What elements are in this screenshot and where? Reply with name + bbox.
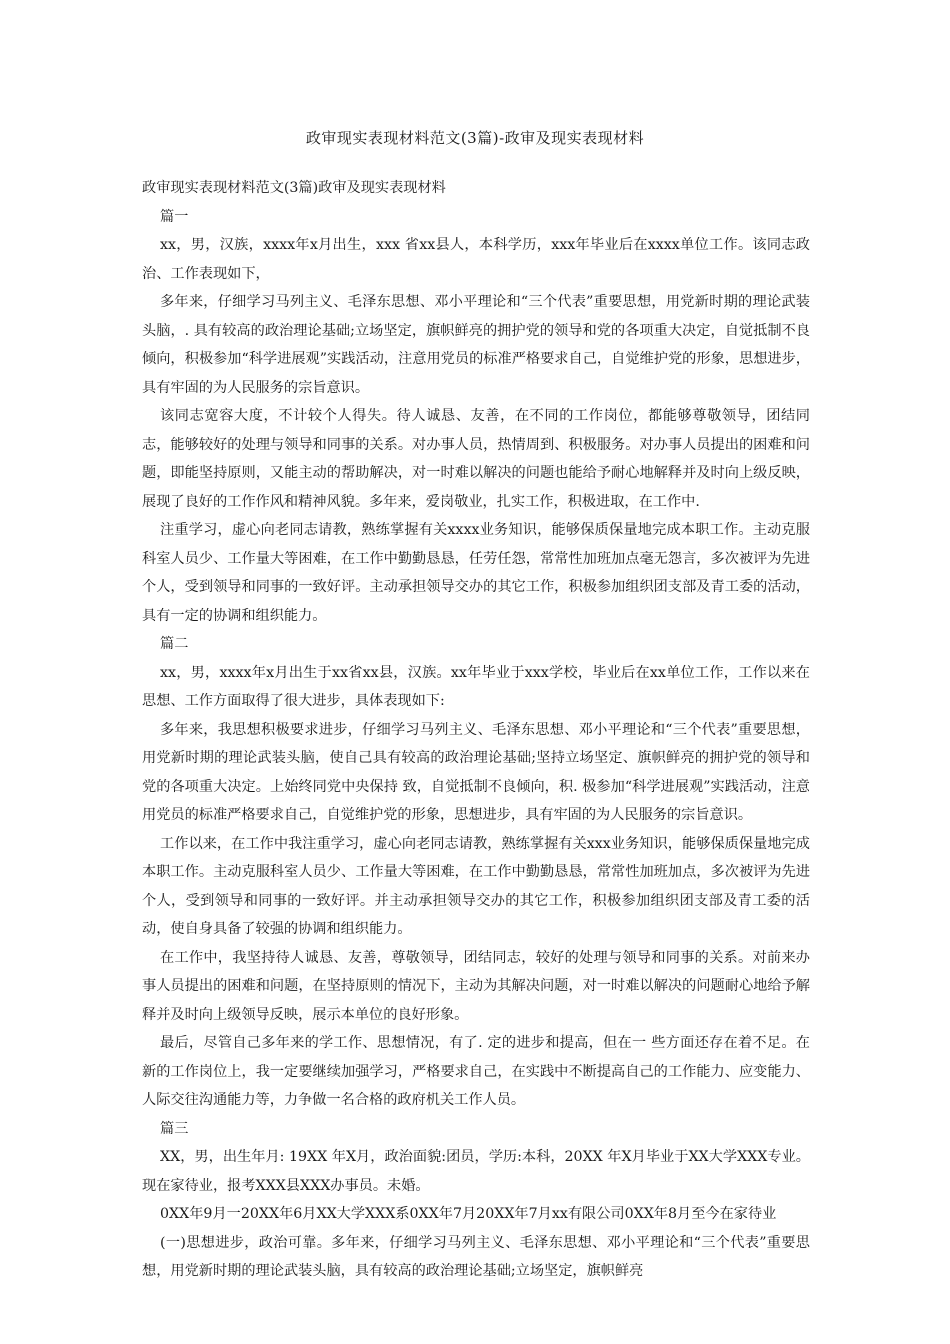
paragraph: xx，男，汉族，xxxx年x月出生，xxx 省xx县人，本科学历，xxx年毕业后在xxxx单位工作。该同志政治、工作表现如下， xyxy=(142,237,810,282)
paragraph: 多年来，仔细学习马列主义、毛泽东思想、邓小平理论和“三个代表”重要思想，用党新时期的理论武装头脑，. 具有较高的政治理论基础;立场坚定，旗帜鲜亮的拥护党的领导和党的各项重大决定，自觉抵制不良倾向，积极参加“科学进展观”实践活动，注意用党员的标准严格要求自己，自觉维护党的形象，思想进步，具有牢固的为人民服务的宗旨意识。 xyxy=(142,294,810,396)
section-label-3: 篇三 xyxy=(160,1120,189,1137)
paragraph: XX，男，出生年月: 19XX 年X月，政治面貌:团员，学历:本科，20XX 年X月毕业于XX大学XXX专业。现在家待业，报考XXX县XXX办事员。未婚。 xyxy=(142,1149,810,1194)
paragraph: 0XX年9月一20XX年6月XX大学XXX系0XX年7月20XX年7月xx有限公司0XX年8月至今在家待业 xyxy=(160,1206,777,1222)
paragraph: 注重学习，虚心向老同志请教，熟练掌握有关xxxx业务知识，能够保质保量地完成本职工作。主动克服科室人员少、工作量大等困难，在工作中勤勤恳恳，任劳任怨，常常性加班加点毫无怨言，多次被评为先进个人，受到领导和同事的一致好评。主动承担领导交办的其它工作，积极参加组织团支部及青工委的活动，具有一定的协调和组织能力。 xyxy=(142,522,810,624)
paragraph: xx，男，xxxx年x月出生于xx省xx县，汉族。xx年毕业于xxx学校，毕业后在xx单位工作，工作以来在思想、工作方面取得了很大进步，具体表现如下: xyxy=(142,664,810,709)
paragraph: 在工作中，我坚持待人诚恳、友善，尊敬领导，团结同志，较好的处理与领导和同事的关系。对前来办事人员提出的困难和问题，在坚持原则的情况下，主动为其解决问题，对一时难以解决的问题耐心地给予解释并及时向上级领导反映，展示本单位的良好形象。 xyxy=(142,949,810,1023)
paragraph: 多年来，我思想积极要求进步，仔细学习马列主义、毛泽东思想、邓小平理论和“三个代表”重要思想，用党新时期的理论武装头脑，使自己具有较高的政治理论基础;坚持立场坚定、旗帜鲜亮的拥护党的领导和党的各项重大决定。上始终同党中央保持 致，自觉抵制不良倾向，积. 极参加“科学进展观”实践活动，注意用党员的标准严格要求自己，自觉维护党的形象，思想进步，具有牢固的为人民服务的宗旨意识。 xyxy=(142,721,810,823)
document-title: 政审现实表现材料范文(3篇)-政审及现实表现材料 xyxy=(305,129,645,147)
section-label-2: 篇二 xyxy=(160,636,189,652)
document-subtitle: 政审现实表现材料范文(3篇)政审及现实表现材料 xyxy=(142,180,446,196)
paragraph: (一)思想进步，政治可靠。多年来，仔细学习马列主义、毛泽东思想、邓小平理论和“三个代表”重要思想，用党新时期的理论武装头脑，具有较高的政治理论基础;立场坚定，旗帜鲜亮 xyxy=(142,1234,810,1279)
paragraph: 该同志宽容大度，不计较个人得失。待人诚恳、友善，在不同的工作岗位，都能够尊敬领导，团结同志，能够较好的处理与领导和同事的关系。对办事人员，热情周到、积极服务。对办事人员提出的困难和问题，即能坚持原则，又能主动的帮助解决，对一时难以解决的问题也能给予耐心地解释并及时向上级反映，展现了良好的工作作风和精神风貌。多年来，爱岗敬业，扎实工作，积极进取，在工作中. xyxy=(142,408,810,510)
paragraph: 最后，尽管自己多年来的学工作、思想情况，有了. 定的进步和提高，但在一 些方面还存在着不足。在新的工作岗位上，我一定要继续加强学习，严格要求自己，在实践中不断提高自己的工作能力、应变能力、人际交往沟通能力等，力争做一名合格的政府机关工作人员。 xyxy=(142,1035,810,1108)
document-body xyxy=(142,174,810,1286)
section-label-1: 篇一 xyxy=(160,208,189,225)
paragraph: 工作以来，在工作中我注重学习，虚心向老同志请教，熟练掌握有关xxx业务知识，能够保质保量地完成本职工作。主动克服科室人员少、工作量大等困难，在工作中勤勤恳恳，常常性加班加点，多次被评为先进个人，受到领导和同事的一致好评。并主动承担领导交办的其它工作，积极参加组织团支部及青工委的活动，使自身具备了较强的协调和组织能力。 xyxy=(142,835,810,937)
